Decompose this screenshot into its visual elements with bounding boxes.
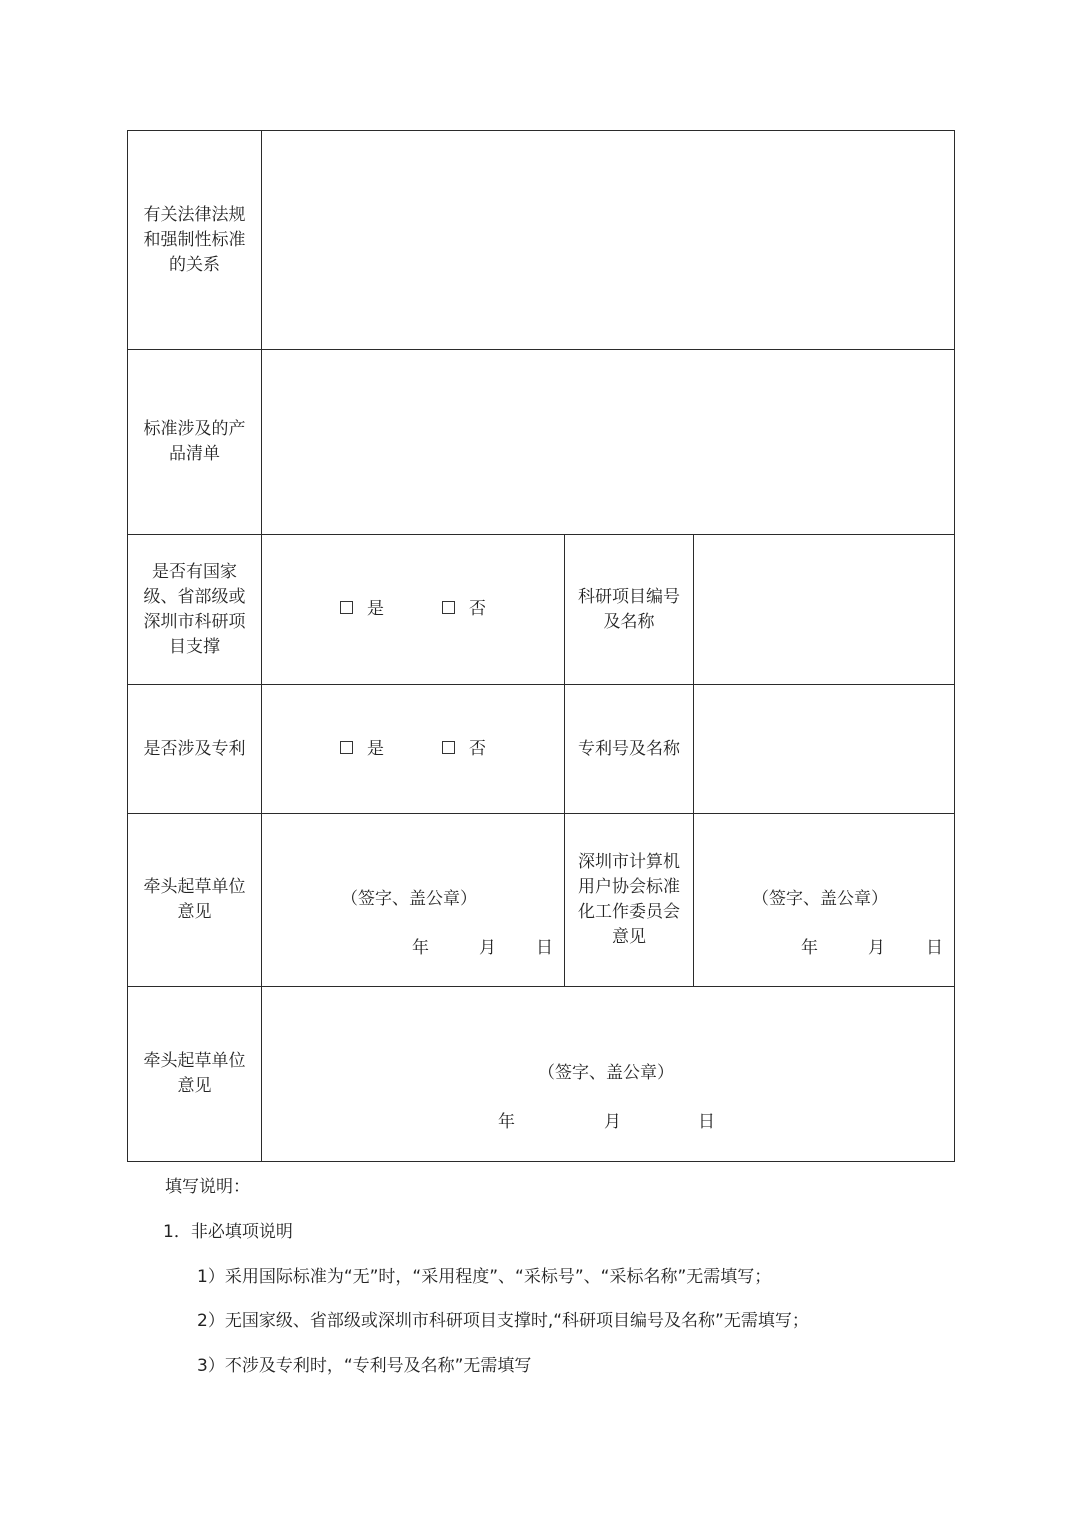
research-project-label: 科研项目编号及名称 — [578, 586, 680, 632]
application-form-table — [127, 130, 955, 1162]
research-support-label: 是否有国家级、省部级或深圳市科研项目支撑 — [143, 561, 246, 657]
lead-opinion-month: 月 — [479, 938, 496, 958]
committee-opinion-label: 深圳市计算机用户协会标准化工作委员会意见 — [578, 852, 680, 947]
patent-label: 是否涉及专利 — [143, 738, 246, 759]
instructions-heading: 填写说明： — [165, 1177, 250, 1197]
committee-opinion-label-cell — [565, 814, 694, 987]
product-list-field[interactable] — [262, 350, 955, 535]
lead-opinion-2-year: 年 — [498, 1112, 515, 1132]
committee-opinion-signature-hint: （签字、盖公章） — [752, 889, 888, 909]
patent-yes-checkbox[interactable] — [340, 741, 353, 754]
lead-opinion-2-day: 日 — [698, 1112, 715, 1132]
committee-opinion-month: 月 — [868, 938, 885, 958]
product-list-label-cell — [128, 350, 262, 535]
instruction-sub-item-1: 1）采用国际标准为“无”时，“采用程度”、“采标号”、“采标名称”无需填写； — [197, 1267, 772, 1287]
research-yes-checkbox[interactable] — [340, 601, 353, 614]
lead-opinion-signature-hint: （签字、盖公章） — [341, 889, 477, 909]
instruction-item-1-title: 非必填项说明 — [190, 1222, 293, 1242]
lead-opinion-day: 日 — [536, 938, 553, 958]
lead-opinion-year: 年 — [412, 938, 429, 958]
research-support-label-cell — [128, 535, 262, 685]
lead-opinion-2-signature-hint: （签字、盖公章） — [538, 1063, 674, 1083]
research-no-label: 否 — [469, 599, 486, 619]
patent-number-label-cell — [565, 685, 694, 814]
research-yes-option[interactable] — [340, 597, 384, 622]
lead-opinion-label: 牵头起草单位意见 — [143, 877, 246, 922]
row-patent — [128, 685, 955, 814]
lead-opinion-2-month: 月 — [604, 1112, 621, 1132]
research-support-choices — [262, 535, 565, 685]
committee-opinion-day: 日 — [926, 938, 943, 958]
patent-label-cell — [128, 685, 262, 814]
research-no-option[interactable] — [442, 597, 486, 622]
row-research-support — [128, 535, 955, 685]
row-product-list — [128, 350, 955, 535]
lead-opinion-sign-area[interactable] — [262, 814, 565, 987]
instruction-sub-item-2: 2）无国家级、省部级或深圳市科研项目支撑时,“科研项目编号及名称”无需填写； — [197, 1311, 809, 1331]
patent-yes-label: 是 — [367, 738, 384, 759]
research-no-checkbox[interactable] — [442, 601, 455, 614]
research-project-field[interactable] — [694, 535, 955, 685]
row-lead-opinion-2 — [128, 987, 955, 1162]
lead-opinion-2-label-cell — [128, 987, 262, 1162]
lead-opinion-2-label: 牵头起草单位意见 — [143, 1051, 246, 1096]
law-relation-label-cell — [128, 131, 262, 350]
lead-opinion-2-sign-area[interactable] — [262, 987, 955, 1162]
instruction-item-1 — [163, 1217, 293, 1242]
patent-number-field[interactable] — [694, 685, 955, 814]
row-law-relation — [128, 131, 955, 350]
lead-opinion-label-cell — [128, 814, 262, 987]
law-relation-label: 有关法律法规和强制性标准的关系 — [143, 204, 246, 275]
patent-no-option[interactable] — [442, 737, 486, 762]
law-relation-field[interactable] — [262, 131, 955, 350]
committee-opinion-year: 年 — [801, 938, 818, 958]
instruction-item-1-number: 1． — [163, 1222, 191, 1242]
patent-yes-option[interactable] — [340, 737, 384, 762]
research-project-label-cell — [565, 535, 694, 685]
row-lead-opinion — [128, 814, 955, 987]
committee-opinion-sign-area[interactable] — [694, 814, 955, 987]
research-yes-label: 是 — [367, 599, 384, 619]
patent-number-label: 专利号及名称 — [578, 738, 680, 759]
patent-no-checkbox[interactable] — [442, 741, 455, 754]
patent-choices — [262, 685, 565, 814]
instruction-sub-item-3: 3）不涉及专利时，“专利号及名称”无需填写 — [197, 1356, 532, 1376]
product-list-label: 标准涉及的产品清单 — [143, 419, 246, 464]
patent-no-label: 否 — [469, 738, 486, 759]
